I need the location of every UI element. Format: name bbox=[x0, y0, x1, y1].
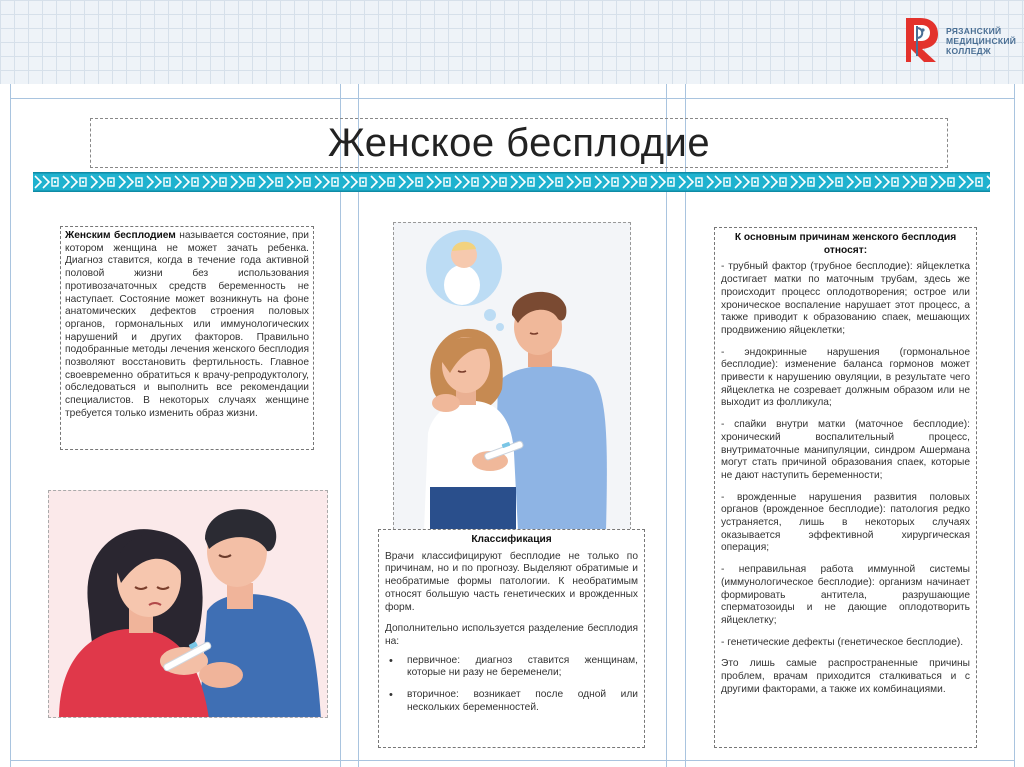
logo-mark-icon bbox=[902, 16, 940, 64]
intro-paragraph bbox=[65, 230, 309, 421]
causes-conclusion: Это лишь самые распространенные причины проблем, врачам приходится сталкиваться и с другими факторами, а также их комбинациями. bbox=[721, 658, 970, 695]
sad-couple-image bbox=[49, 491, 328, 718]
sad-couple-illustration bbox=[48, 490, 328, 718]
ornament-strip bbox=[33, 172, 990, 192]
list-item: • вторичное: возникает после одной или нескольких беременностей. bbox=[385, 689, 638, 714]
guide-line bbox=[10, 84, 11, 767]
college-logo bbox=[902, 16, 1020, 68]
causes-box bbox=[714, 227, 977, 748]
guide-line bbox=[10, 760, 1014, 761]
classification-paragraph-2: Дополнительно используется разделение бесплодия на: bbox=[385, 623, 638, 647]
guide-line bbox=[10, 98, 1014, 99]
intro-term: Женским бесплодием bbox=[65, 230, 176, 241]
cause-item: - спайки внутри матки (маточное бесплодие): хронический воспалительный процесс, внутриматочные манипуляции, синдром Ашермана могут стать причиной образования спаек, которые не дают наступить беременности; bbox=[721, 419, 970, 481]
guide-line bbox=[1014, 84, 1015, 767]
classification-heading: Классификация bbox=[471, 534, 552, 545]
intro-text: называется состояние, при котором женщина не может зачать ребенка. Диагноз ставится, когда в течение года активной половой жизни без использования противозачаточных средств беременность не наступает. Состояние может возникнуть на фоне анатомических дефектов строения половых органов, гормональных или иммунологических нарушений и других факторов. Правильно подобранные методы лечения женского бесплодия позволяют восстановить фертильность. Главное своевременно обратиться к врачу-репродуктологу, обследоваться и выполнить все рекомендации специалистов. В некоторых случаях женщине требуется только изменить образ жизни. bbox=[65, 230, 309, 419]
header-grid-band bbox=[0, 0, 1024, 84]
causes-heading: К основным причинам женского бесплодия относят: bbox=[734, 232, 957, 256]
intro-text-box bbox=[60, 226, 314, 450]
classification-box bbox=[378, 529, 645, 748]
cause-item: - генетические дефекты (генетическое бесплодие). bbox=[721, 636, 964, 648]
cause-item: - врожденные нарушения развития половых органов (врожденное бесплодие): патология редко устраняется, лишь в некоторых случаях оказывается эффективной хирургическая операция; bbox=[721, 491, 970, 554]
logo-text: РЯЗАНСКИЙ МЕДИЦИНСКИЙ КОЛЛЕДЖ bbox=[946, 26, 1017, 56]
couple-thinking-illustration bbox=[393, 222, 631, 530]
classification-paragraph-1: Врачи классифицируют бесплодие не только по причинам, но и по прогнозу. Выделяют обратимые и необратимые формы патологии. К необратимым относят большую часть генетических и врожденных форм. bbox=[385, 550, 638, 613]
classification-list bbox=[385, 655, 638, 715]
cause-item: - трубный фактор (трубное бесплодие): яйцеклетка достигает матки по маточным трубам, здесь же происходит процесс оплодотворения; острое или хроническое воспаление нарушает этот процесс, а также приводит к образованию спаек, мешающих продвижению яйцеклетки; bbox=[721, 261, 970, 336]
title-frame bbox=[90, 118, 948, 168]
cause-item: - неправильная работа иммунной системы (иммунологическое бесплодие): организм начинает формировать антитела, разрушающие сперматозоиды и не дающие оплодотворить яйцеклетку; bbox=[721, 564, 970, 626]
cause-item: - эндокринные нарушения (гормональное бесплодие): изменение баланса гормонов может привести к нарушению овуляции, в результате чего яйцеклетка не созревает должным образом или не выходит из фолликула; bbox=[721, 346, 970, 409]
page-title: Женское бесплодие bbox=[327, 120, 711, 165]
couple-thinking-image bbox=[394, 223, 631, 530]
list-item: • первичное: диагноз ставится женщинам, которые ни разу не беременели; bbox=[385, 655, 638, 680]
